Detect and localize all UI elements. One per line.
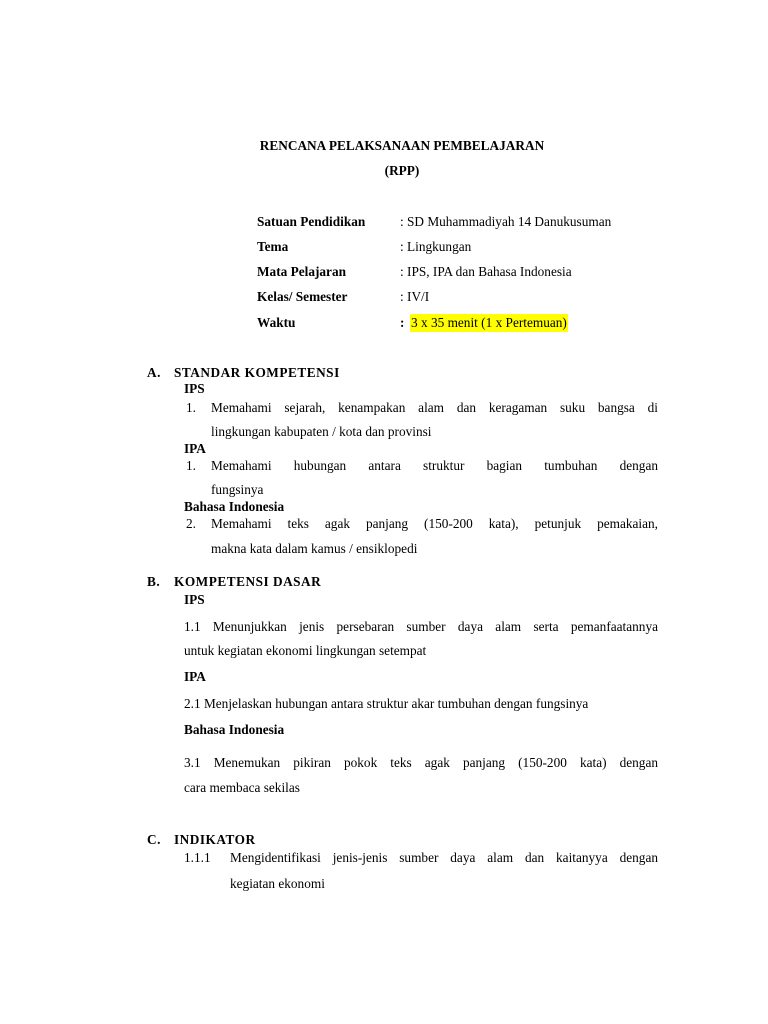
identity-value: : SD Muhammadiyah 14 Danukusuman bbox=[400, 214, 612, 229]
subject-label-ips: IPS bbox=[184, 381, 205, 396]
list-number: 2. bbox=[186, 516, 196, 531]
identity-value: : IV/I bbox=[400, 289, 430, 304]
indicator-text-continued: kegiatan ekonomi bbox=[230, 876, 325, 891]
identity-label: Mata Pelajaran bbox=[257, 264, 346, 279]
subject-label-ipa: IPA bbox=[184, 669, 206, 684]
list-number: 1. bbox=[186, 400, 196, 415]
list-item-text-continued: makna kata dalam kamus / ensiklopedi bbox=[211, 541, 418, 556]
document-title: RENCANA PELAKSANAAN PEMBELAJARAN bbox=[259, 138, 545, 153]
identity-colon: : bbox=[400, 315, 405, 330]
subject-label-ipa: IPA bbox=[184, 441, 206, 456]
subject-label-bahasa-indonesia: Bahasa Indonesia bbox=[184, 722, 285, 737]
indicator-text: Mengidentifikasi jenis-jenis sumber daya alam dan kaitanyya dengan bbox=[230, 850, 658, 865]
indicator-number: 1.1.1 bbox=[184, 850, 211, 865]
subject-label-ips: IPS bbox=[184, 592, 205, 607]
list-item-text-continued: lingkungan kabupaten / kota dan provinsi bbox=[211, 424, 432, 439]
list-number: 1. bbox=[186, 458, 196, 473]
document-subtitle: (RPP) bbox=[384, 163, 420, 178]
identity-label: Waktu bbox=[257, 315, 296, 330]
identity-label: Tema bbox=[257, 239, 289, 254]
list-item-text: Memahami sejarah, kenampakan alam dan keragaman suku bangsa di bbox=[211, 400, 658, 415]
list-item-text-continued: fungsinya bbox=[211, 482, 264, 497]
list-item-text: Memahami hubungan antara struktur bagian tumbuhan dengan bbox=[211, 458, 658, 473]
section-letter: B. bbox=[147, 574, 161, 589]
section-letter: C. bbox=[147, 832, 161, 847]
identity-label: Kelas/ Semester bbox=[257, 289, 348, 304]
competency-text: 1.1 Menunjukkan jenis persebaran sumber daya alam serta pemanfaatannya bbox=[184, 619, 658, 634]
competency-text: 2.1 Menjelaskan hubungan antara struktur akar tumbuhan dengan fungsinya bbox=[184, 696, 589, 711]
section-heading: KOMPETENSI DASAR bbox=[174, 574, 322, 589]
identity-value: : Lingkungan bbox=[400, 239, 472, 254]
competency-text-continued: cara membaca sekilas bbox=[184, 780, 300, 795]
section-heading: INDIKATOR bbox=[174, 832, 256, 847]
competency-text-continued: untuk kegiatan ekonomi lingkungan setempat bbox=[184, 643, 427, 658]
competency-text: 3.1 Menemukan pikiran pokok teks agak panjang (150-200 kata) dengan bbox=[184, 755, 658, 770]
identity-value: : IPS, IPA dan Bahasa Indonesia bbox=[400, 264, 572, 279]
section-heading: STANDAR KOMPETENSI bbox=[174, 365, 340, 380]
subject-label-bahasa-indonesia: Bahasa Indonesia bbox=[184, 499, 285, 514]
identity-label: Satuan Pendidikan bbox=[257, 214, 366, 229]
identity-value-highlighted: 3 x 35 menit (1 x Pertemuan) bbox=[411, 315, 567, 330]
section-letter: A. bbox=[147, 365, 161, 380]
list-item-text: Memahami teks agak panjang (150-200 kata), petunjuk pemakaian, bbox=[211, 516, 658, 531]
